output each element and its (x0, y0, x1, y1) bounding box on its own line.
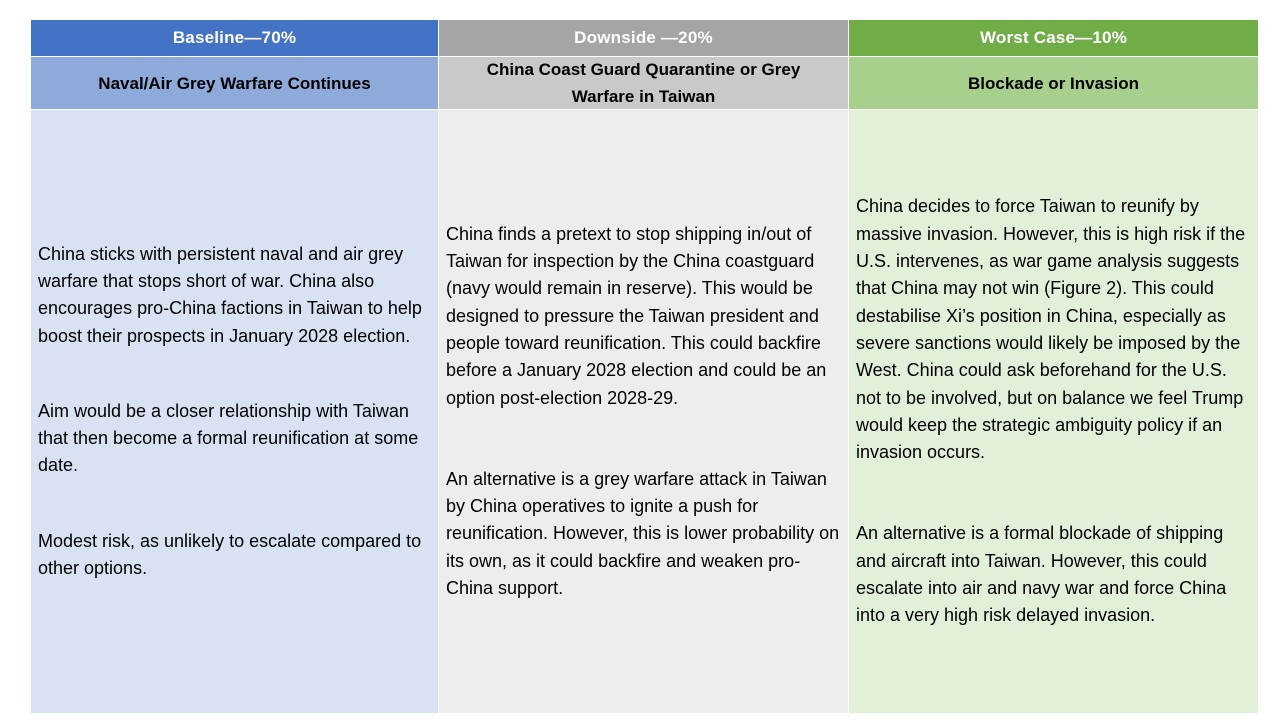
header-downside (439, 20, 849, 57)
header-baseline (31, 20, 439, 57)
downside-paragraph-2: An alternative is a grey warfare attack in Taiwan by China operatives to ignite a push for reunification. However, this is lower probability on its own, as it could backfire and weaken pro-China support. (446, 468, 840, 598)
subheader-downside-label: China Coast Guard Quarantine or Grey Warfare in Taiwan (486, 60, 801, 106)
body-downside (439, 110, 849, 714)
subheader-worst-case (849, 57, 1258, 110)
header-worst-case (849, 20, 1258, 57)
body-worst-case (849, 110, 1258, 714)
body-baseline (31, 110, 439, 714)
subheader-worst-case-label: Blockade or Invasion (968, 73, 1139, 93)
baseline-paragraph-3: Modest risk, as unlikely to escalate compared to other options. (38, 530, 422, 579)
header-downside-label: Downside —20% (574, 28, 713, 47)
paragraph-gap (856, 466, 1251, 520)
subheader-downside (439, 57, 849, 110)
header-worst-case-label: Worst Case—10% (979, 28, 1128, 47)
subheader-baseline-label: Naval/Air Grey Warfare Continues (98, 73, 371, 93)
baseline-paragraph-1: China sticks with persistent naval and air grey warfare that stops short of war. China also encourages pro-China factions in Taiwan to help boost their prospects in January 2028 election. (38, 243, 422, 346)
scenario-table (31, 20, 1258, 714)
subheader-baseline (31, 57, 439, 110)
downside-paragraph-1: China finds a pretext to stop shipping in/out of Taiwan for inspection by the China coastguard (navy would remain in reserve). This would be designed to pressure the Taiwan president and people toward reunification. This could backfire before a January 2028 election and could be an option post-election 2028-29. (446, 223, 827, 408)
worst-case-paragraph-1: China decides to force Taiwan to reunify by massive invasion. However, this is high risk if the U.S. intervenes, as war game analysis suggests that China may not win (Figure 2). This could destabilise Xi’s position in China, especially as severe sanctions would likely be imposed by the West. China could ask beforehand for the U.S. not to be involved, but on balance we feel Trump would keep the strategic ambiguity policy if an invasion occurs. (856, 196, 1246, 463)
paragraph-gap (446, 412, 841, 466)
paragraph-gap (38, 480, 431, 528)
header-baseline-label: Baseline—70% (172, 28, 297, 47)
baseline-paragraph-2: Aim would be a closer relationship with Taiwan that then become a formal reunification at some date. (38, 400, 419, 476)
paragraph-gap (38, 350, 431, 398)
worst-case-paragraph-2: An alternative is a formal blockade of shipping and aircraft into Taiwan. However, this could escalate into air and navy war and force China into a very high risk delayed invasion. (856, 523, 1227, 626)
